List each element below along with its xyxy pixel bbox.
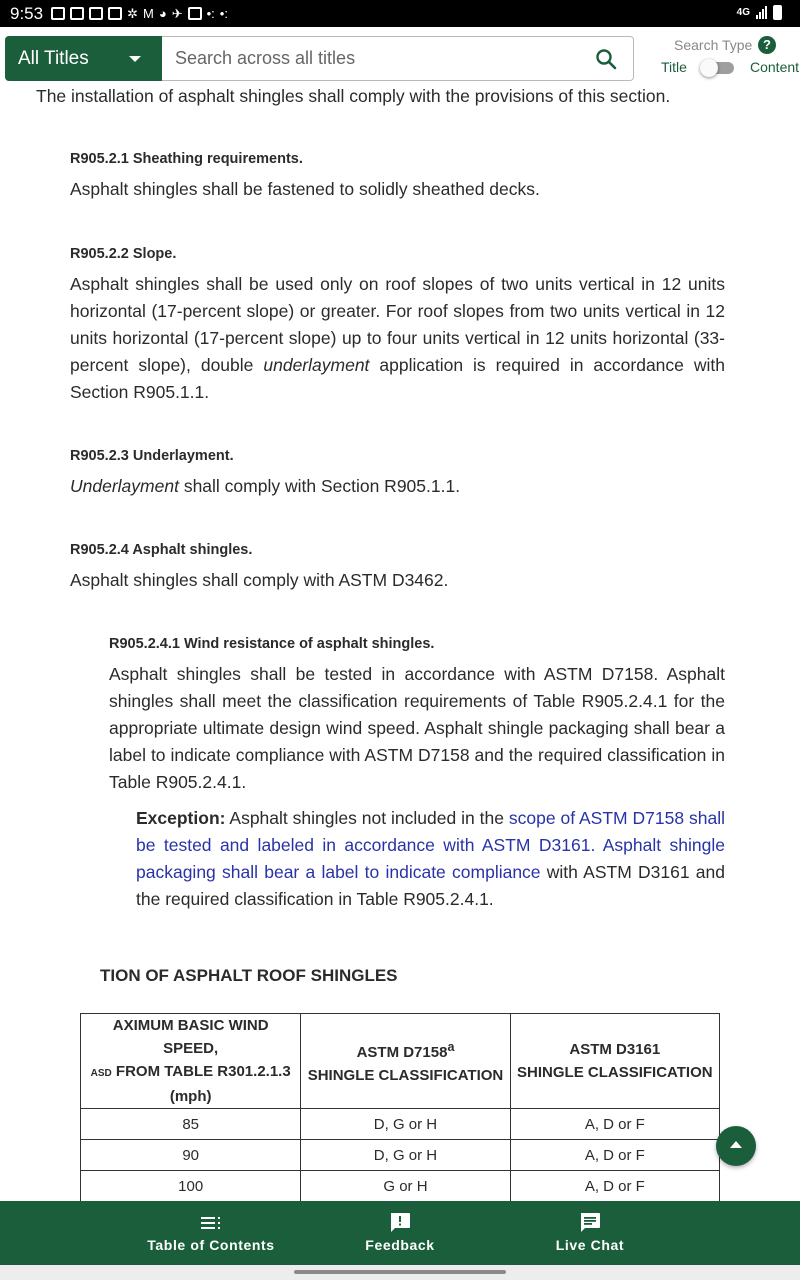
search-type-toggle[interactable]	[700, 59, 736, 75]
notification-icons	[51, 7, 228, 20]
exception-note	[136, 805, 725, 913]
notification-app-icon: •:	[219, 6, 228, 21]
header-line: AXIMUM BASIC WIND SPEED,	[112, 1017, 269, 1057]
search-header	[0, 27, 800, 83]
nav-label: Feedback	[365, 1237, 435, 1253]
section-heading: R905.2.4.1 Wind resistance of asphalt shingles.	[109, 636, 435, 652]
mail-icon: M	[143, 6, 154, 21]
table-row	[81, 1140, 720, 1171]
notification-app-icon	[89, 7, 103, 20]
status-bar	[0, 0, 800, 27]
cell-d7158: G or H	[301, 1171, 510, 1202]
header-line: SHINGLE CLASSIFICATION	[307, 1066, 504, 1084]
cell-d3161: A, D or F	[510, 1171, 719, 1202]
title-scope-dropdown[interactable]	[5, 36, 163, 81]
notification-app-icon	[51, 7, 65, 20]
nav-feedback[interactable]	[330, 1201, 470, 1265]
section-body: Asphalt shingles shall be tested in accordance with ASTM D7158. Asphalt shingles shall meet the classification requirements of Table R905.2.4.1 for the appropriate ultimate design wind speed. Asphalt shingle packaging shall bear a label to indicate compliance with ASTM D7158 and the required classification in Table R905.2.4.1.	[109, 664, 725, 792]
search-box	[162, 36, 634, 81]
cell-speed: 85	[81, 1109, 301, 1140]
code-content[interactable]	[0, 83, 800, 1201]
signal-icon	[756, 6, 767, 19]
nav-label: Live Chat	[555, 1237, 625, 1253]
section-heading: R905.2.3 Underlayment.	[70, 448, 234, 464]
cell-speed: 90	[81, 1140, 301, 1171]
header-text: ASTM D7158	[356, 1043, 448, 1061]
bottom-navigation	[0, 1201, 800, 1265]
body-text: application is required in accordance with Section R905.1.1.	[70, 355, 725, 402]
cell-d7158: D, G or H	[301, 1109, 510, 1140]
scroll-top-icon	[730, 1141, 742, 1148]
search-input[interactable]	[162, 37, 572, 80]
scroll-top-button[interactable]	[716, 1126, 756, 1166]
classification-table-viewport[interactable]	[90, 1013, 740, 1203]
section-heading: R905.2.1 Sheathing requirements.	[70, 151, 303, 167]
chevron-down-icon	[129, 56, 141, 62]
section-heading: R905.2.2 Slope.	[70, 246, 177, 262]
header-astm-d3161	[510, 1014, 719, 1109]
header-line	[85, 1060, 296, 1085]
notification-app-icon: •:	[206, 6, 215, 21]
search-type-label: Search Type	[674, 37, 753, 53]
toc-icon	[199, 1211, 223, 1235]
exception-label: Exception:	[136, 808, 226, 828]
notification-app-icon: ◕	[158, 6, 167, 21]
status-time: 9:53	[10, 3, 44, 23]
classification-table	[80, 1013, 720, 1233]
nav-table-of-contents[interactable]	[121, 1201, 301, 1265]
underlayment-term: underlayment	[263, 355, 370, 375]
search-icon[interactable]	[594, 47, 618, 71]
footnote-marker: a	[447, 1039, 455, 1054]
notification-app-icon: ✈	[171, 6, 183, 21]
cell-speed: 100	[81, 1171, 301, 1202]
header-wind-speed	[81, 1014, 301, 1109]
header-line: SHINGLE CLASSIFICATION	[517, 1064, 713, 1081]
exception-link[interactable]: scope of ASTM D7158 shall be tested and labeled in accordance with ASTM D3161. Asphalt shingle packaging shall bear a label to indicate compliance	[136, 808, 725, 882]
network-type: 4G	[736, 7, 750, 18]
header-line: ASTM D3161	[569, 1041, 661, 1058]
battery-icon	[773, 5, 782, 20]
notification-app-icon: ✲	[127, 6, 138, 21]
title-scope-label: All Titles	[18, 47, 89, 69]
notification-app-icon	[70, 7, 84, 20]
table-header-row	[81, 1014, 720, 1109]
body-text: shall comply with Section R905.1.1.	[178, 476, 461, 496]
section-heading: R905.2.4 Asphalt shingles.	[70, 542, 253, 558]
exception-text: Asphalt shingles not included in the	[225, 808, 509, 828]
header-line: (mph)	[169, 1088, 212, 1105]
gesture-bar-area	[0, 1265, 800, 1280]
search-type-control	[660, 35, 800, 83]
exception-text: with ASTM D3161 and the required classification in Table R905.2.4.1.	[136, 862, 725, 909]
cell-d7158: D, G or H	[301, 1140, 510, 1171]
nav-live-chat[interactable]	[520, 1201, 660, 1265]
system-status	[737, 5, 782, 20]
section-body	[70, 271, 725, 406]
underlayment-term: Underlayment	[70, 476, 179, 496]
header-small: ASD	[90, 1068, 112, 1079]
help-icon[interactable]: ?	[758, 36, 776, 54]
chat-icon	[578, 1211, 602, 1235]
section-body	[70, 473, 725, 500]
table-title: TION OF ASPHALT ROOF SHINGLES	[100, 966, 398, 985]
section-body: Asphalt shingles shall be fastened to solidly sheathed decks.	[70, 179, 540, 199]
table-row	[81, 1109, 720, 1140]
search-type-title-option[interactable]: Title	[661, 59, 687, 75]
toggle-thumb	[700, 59, 718, 77]
notification-app-icon	[108, 7, 122, 20]
search-type-content-option[interactable]: Content	[750, 59, 800, 75]
feedback-icon	[388, 1211, 412, 1235]
image-icon	[188, 7, 202, 20]
home-gesture-handle[interactable]	[294, 1270, 506, 1274]
header-line	[305, 1036, 505, 1064]
section-body: Asphalt shingles shall comply with ASTM D3462.	[70, 570, 449, 590]
nav-label: Table of Contents	[147, 1237, 275, 1253]
cell-d3161: A, D or F	[510, 1109, 719, 1140]
body-text: Asphalt shingles shall be used only on roof slopes of two units vertical in 12 units horizontal (17-percent slope) or greater. For roof slopes from two units vertical in 12 units horizontal (17-percent slope) up to four units vertical in 12 units horizontal (33-percent slope), double	[70, 274, 725, 375]
cell-d3161: A, D or F	[510, 1140, 719, 1171]
section-intro: The installation of asphalt shingles shall comply with the provisions of this section.	[36, 86, 671, 106]
table-row	[81, 1171, 720, 1202]
header-astm-d7158	[301, 1014, 510, 1109]
header-text: FROM TABLE R301.2.1.3	[111, 1063, 291, 1080]
